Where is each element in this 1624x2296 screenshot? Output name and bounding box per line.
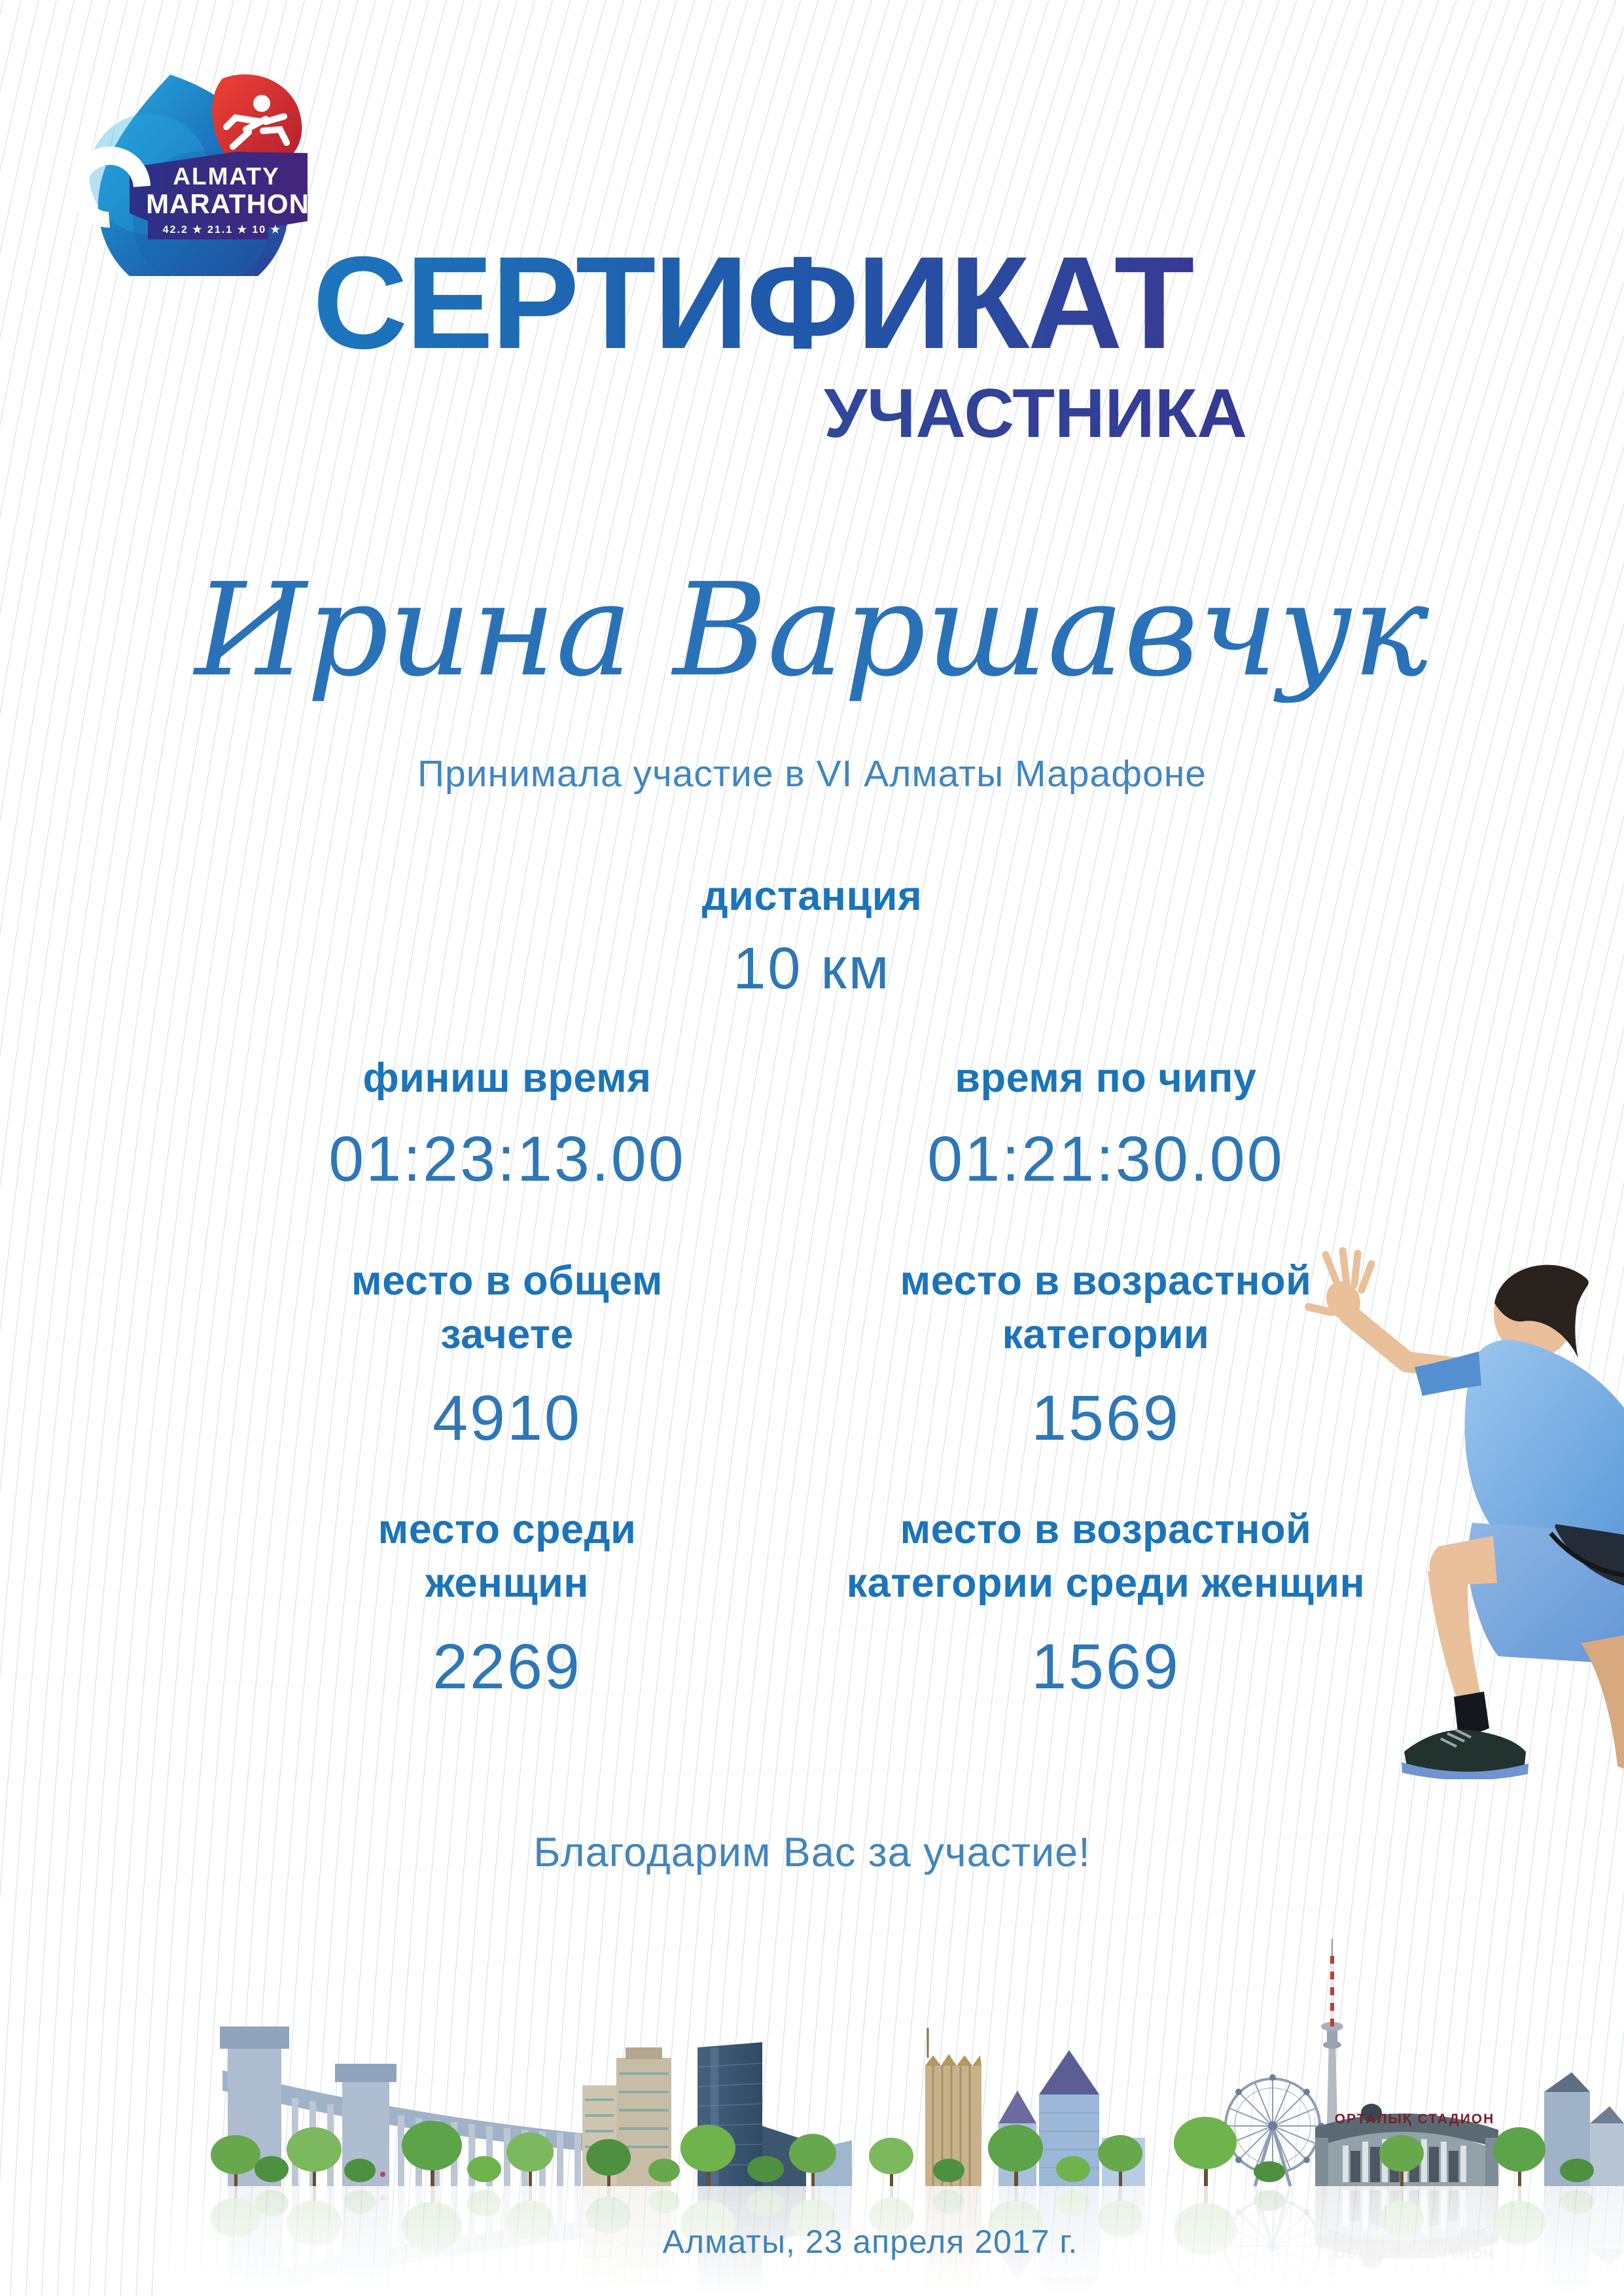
logo-text-marathon: MARATHON (146, 188, 309, 219)
almaty-marathon-logo (71, 56, 321, 276)
age-women-place-label: место в возрастной категории среди женщин (846, 1506, 1366, 1606)
participation-text: Принимала участие в VI Алматы Марафоне (417, 753, 1207, 795)
logo-text-distances: 42.2 ★ 21.1 ★ 10 ★ 3 (162, 224, 293, 235)
distance-label: дистанция (701, 873, 923, 919)
certificate-title: СЕРТИФИКАТ (313, 235, 1247, 370)
certificate-subtitle: УЧАСТНИКА (313, 379, 1247, 448)
chip-time-value: 01:21:30.00 (927, 1122, 1284, 1194)
women-place-label: место среди женщин (378, 1506, 637, 1606)
chip-time-label: время по чипу (955, 1055, 1257, 1101)
overall-place-label: место в общем зачете (351, 1258, 663, 1357)
distance-value: 10 км (733, 935, 891, 1001)
age-place-label: место в возрастной категории (900, 1258, 1312, 1357)
stadium-sign-text: ОРТАЛЫҚ СТАДИОН (1334, 2112, 1495, 2127)
overall-place-section (281, 1255, 733, 1454)
participant-name: Ирина Варшавчук (194, 556, 1430, 705)
distance-section (0, 870, 1624, 1003)
finish-time-value: 01:23:13.00 (328, 1122, 686, 1194)
runner-photo (1276, 1243, 1624, 1779)
title-block (313, 229, 1247, 453)
footer-date: Алматы, 23 апреля 2017 г. (662, 2223, 1078, 2260)
logo-text-almaty: ALMATY (173, 163, 280, 190)
chip-time-section (830, 1052, 1382, 1195)
finish-time-label: финиш время (362, 1055, 652, 1101)
finish-time-section (281, 1052, 733, 1195)
age-place-value: 1569 (1031, 1382, 1180, 1453)
overall-place-value: 4910 (432, 1382, 582, 1453)
women-place-value: 2269 (432, 1630, 582, 1702)
age-women-place-value: 1569 (1031, 1630, 1180, 1702)
runner-figure (1309, 1251, 1624, 1779)
thanks-text: Благодарим Вас за участие! (533, 1830, 1091, 1875)
women-place-section (281, 1503, 733, 1703)
